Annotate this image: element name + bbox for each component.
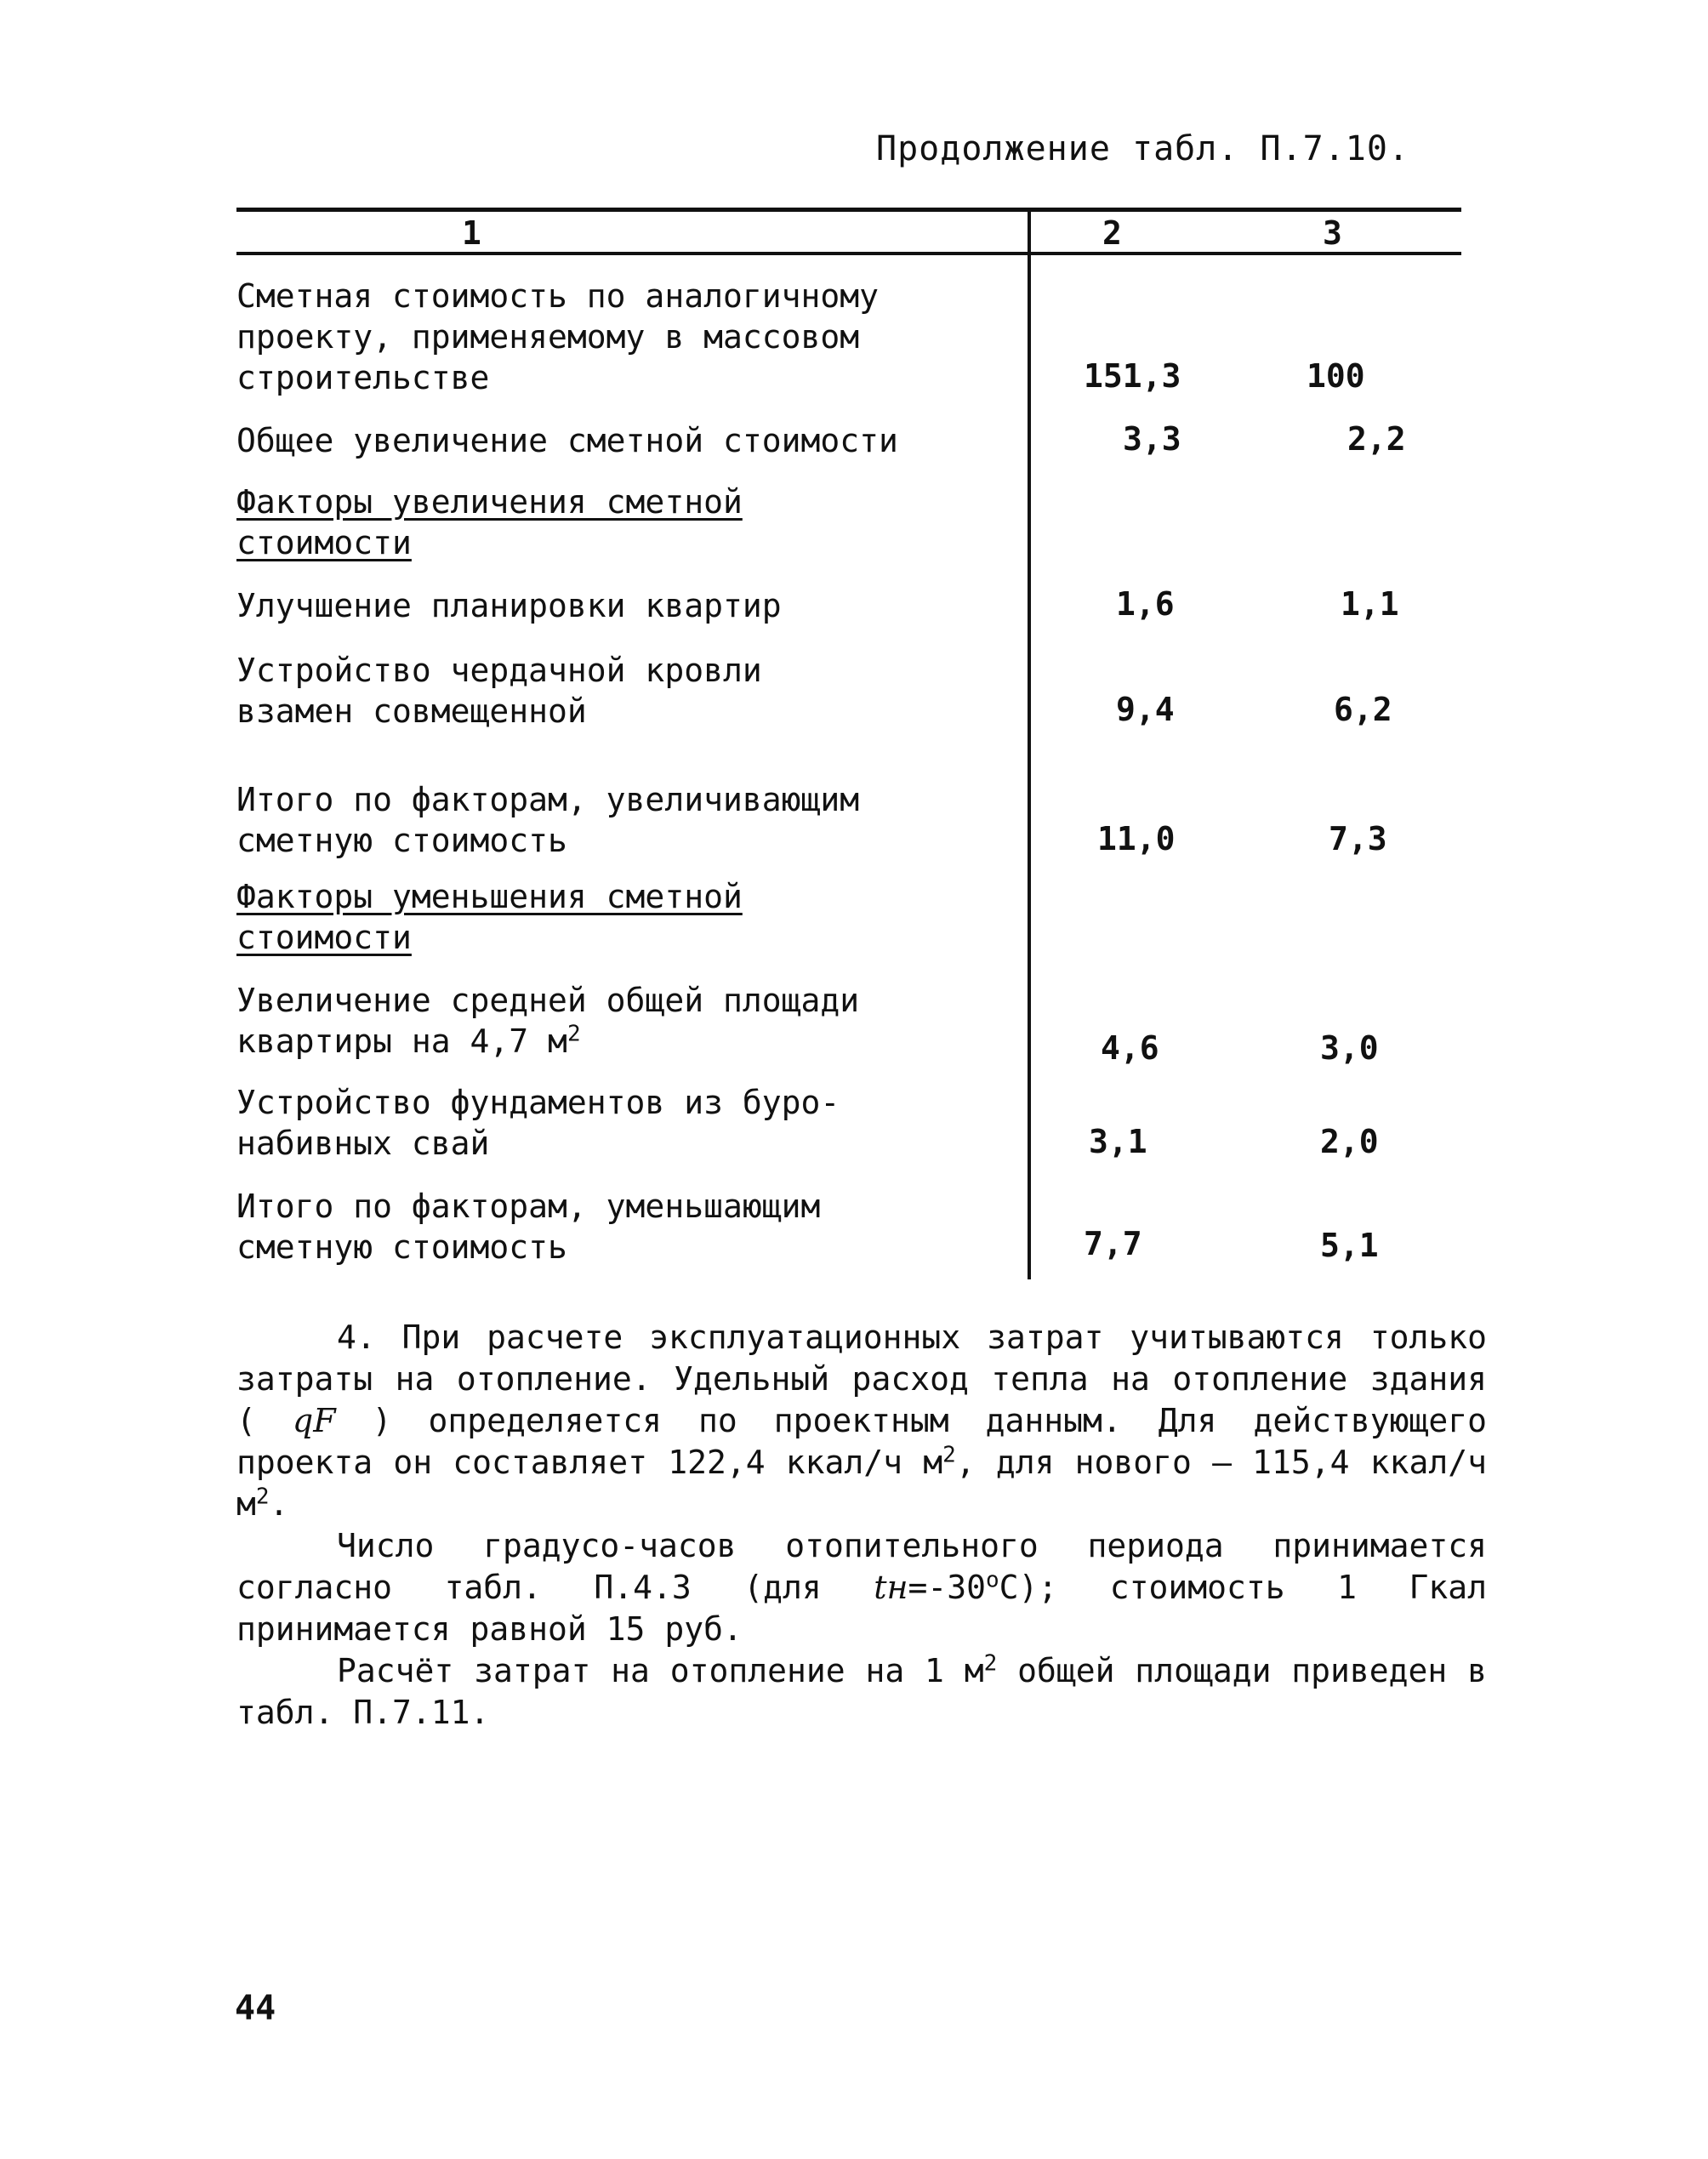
row-value-3: 7,3 bbox=[1329, 820, 1387, 857]
row-value-3: 3,0 bbox=[1320, 1029, 1379, 1067]
section-heading bbox=[236, 481, 1461, 567]
row-label: Устройство фундаментов из буро- набивных свай bbox=[236, 1084, 840, 1162]
row-value-3: 100 bbox=[1307, 357, 1365, 395]
paragraph-calculation-ref: Расчёт затрат на отопление на 1 $м^2$ общей площади приведен в табл. П.7.11. bbox=[236, 1650, 1487, 1731]
paragraph-degree-hours: Число градусо-часов отопительного периода принимается согласно табл. П.4.3 (для $tн=-30^oC$); стоимость 1 Гкал принимается равной 15 руб. bbox=[236, 1527, 1487, 1648]
row-value-2: 11,0 bbox=[1097, 820, 1176, 857]
row-label: Улучшение планировки квартир bbox=[236, 587, 782, 624]
row-value-2: 151,3 bbox=[1084, 357, 1181, 395]
row-value-3: 5,1 bbox=[1320, 1227, 1379, 1264]
table-row bbox=[236, 276, 1461, 403]
section-label: Факторы уменьшения сметной стоимости bbox=[236, 878, 743, 956]
row-label: Итого по факторам, увеличивающим сметную стоимость bbox=[236, 781, 860, 859]
row-value-2: 3,3 bbox=[1123, 420, 1181, 458]
cost-table bbox=[236, 208, 1461, 1279]
table-header-rule bbox=[236, 252, 1461, 255]
paragraph-heating-costs: 4. При расчете эксплуатационных затрат учитываются только затраты на отопление. Удельный расход тепла на отопление здания ( qF ) определяется по проектным данным. Для действующего проекта он составляет 122,4 ккал/ч $м^2$, для нового – 115,4 ккал/ч $м^2$. bbox=[236, 1319, 1487, 1523]
row-label: Сметная стоимость по аналогичному проекту, применяемому в массовом строительстве bbox=[236, 277, 879, 396]
row-label: Итого по факторам, уменьшающим сметную стоимость bbox=[236, 1188, 821, 1266]
table-row bbox=[236, 980, 1461, 1065]
row-value-2: 1,6 bbox=[1116, 585, 1175, 623]
body-text bbox=[236, 1317, 1487, 1734]
row-label: Общее увеличение сметной стоимости bbox=[236, 422, 898, 459]
header-col-3: 3 bbox=[1323, 214, 1342, 252]
header-col-2: 2 bbox=[1102, 214, 1122, 252]
row-value-3: 2,2 bbox=[1347, 420, 1406, 458]
table-caption: Продолжение табл. П.7.10. bbox=[876, 129, 1410, 168]
row-value-2: 9,4 bbox=[1116, 691, 1175, 728]
section-label: Факторы увеличения сметной стоимости bbox=[236, 483, 743, 561]
table-row bbox=[236, 420, 1461, 463]
row-label: Увеличение средней общей площади квартиры на 4,7 $м^2$ bbox=[236, 982, 860, 1060]
table-top-rule bbox=[236, 208, 1461, 212]
table-row bbox=[236, 650, 1461, 735]
row-value-2: 3,1 bbox=[1089, 1123, 1147, 1160]
table-row bbox=[236, 1186, 1461, 1271]
row-value-2: 7,7 bbox=[1084, 1225, 1142, 1262]
superscript: 2 bbox=[566, 1021, 581, 1047]
outdoor-temp-symbol: tн bbox=[874, 1569, 908, 1606]
row-value-2: 4,6 bbox=[1101, 1029, 1159, 1067]
row-value-3: 6,2 bbox=[1334, 691, 1392, 728]
specific-heat-symbol: qF bbox=[292, 1402, 336, 1439]
table-row bbox=[236, 779, 1461, 864]
row-value-3: 2,0 bbox=[1320, 1123, 1379, 1160]
page-number: 44 bbox=[235, 1989, 276, 2028]
row-value-3: 1,1 bbox=[1341, 585, 1399, 623]
section-heading bbox=[236, 876, 1461, 961]
table-row bbox=[236, 1082, 1461, 1167]
table-row bbox=[236, 585, 1461, 628]
row-label: Устройство чердачной кровли взамен совмещенной bbox=[236, 652, 762, 730]
header-col-1: 1 bbox=[462, 214, 481, 252]
